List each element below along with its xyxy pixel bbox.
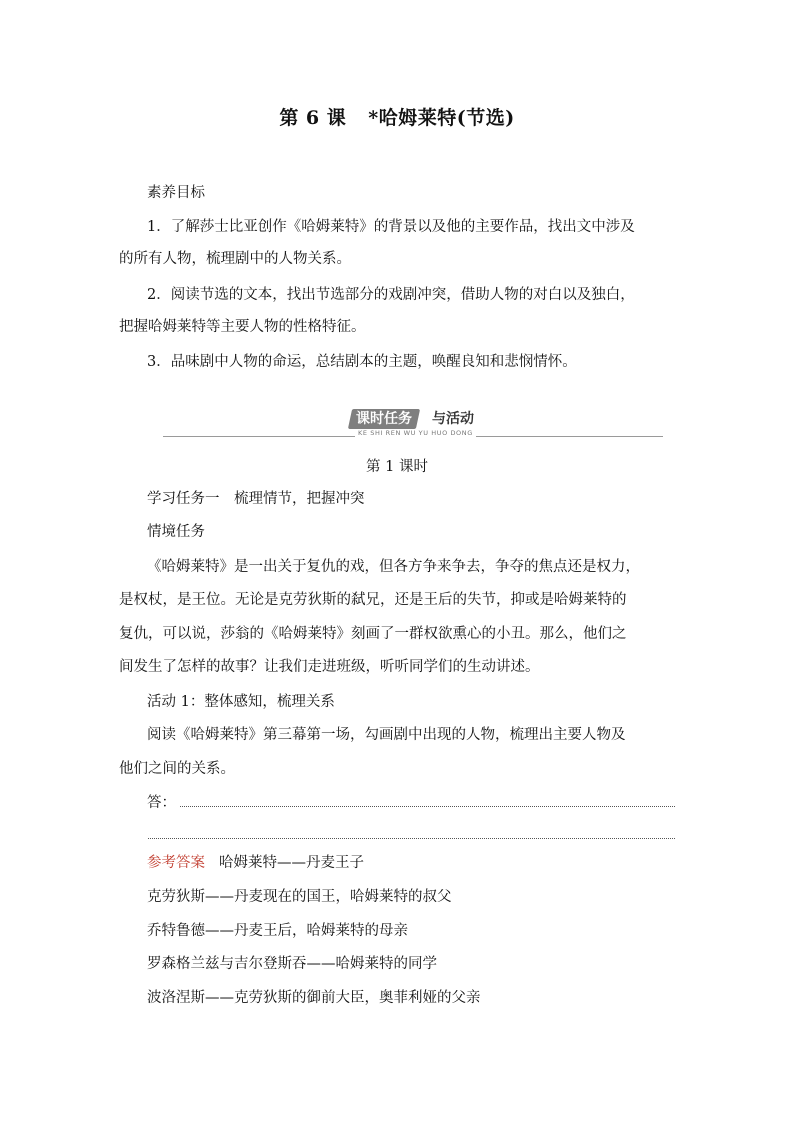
situation-para-line-2: 是权杖，是王位。无论是克劳狄斯的弑兄，还是王后的失节，抑或是哈姆莱特的 — [119, 592, 627, 608]
reference-answer-label: 参考答案 — [147, 855, 205, 871]
banner-badge: 课时任务 — [348, 409, 420, 429]
page-title — [0, 103, 794, 130]
activity-1-line-2: 他们之间的关系。 — [119, 761, 235, 777]
section-banner — [163, 406, 663, 440]
reference-answer-line-2: 克劳狄斯——丹麦现在的国王，哈姆莱特的叔父 — [147, 889, 452, 905]
answer-blank-line-1[interactable] — [180, 806, 675, 807]
situation-para-line-3: 复仇，可以说，莎翁的《哈姆莱特》刻画了一群权欲熏心的小丑。那么，他们之 — [119, 626, 627, 642]
situation-para-line-1: 《哈姆莱特》是一出关于复仇的戏，但各方争来争去，争夺的焦点还是权力， — [147, 559, 640, 575]
situation-para-line-4: 间发生了怎样的故事？让我们走进班级，听听同学们的生动讲述。 — [119, 659, 540, 675]
activity-1-line-1: 阅读《哈姆莱特》第三幕第一场，勾画剧中出现的人物，梳理出主要人物及 — [147, 727, 626, 743]
activity-1-heading: 活动 1：整体感知，梳理关系 — [147, 694, 335, 710]
situation-heading: 情境任务 — [147, 524, 205, 540]
reference-answer-line-3: 乔特鲁德——丹麦王后，哈姆莱特的母亲 — [147, 923, 408, 939]
title-main: *哈姆莱特(节选) — [368, 107, 515, 129]
reference-answer-line-1 — [147, 853, 364, 873]
task-1-heading: 学习任务一 梳理情节，把握冲突 — [147, 491, 365, 507]
goals-heading: 素养目标 — [147, 185, 205, 201]
goal-2-line-1: 2．阅读节选的文本，找出节选部分的戏剧冲突，借助人物的对白以及独白， — [147, 287, 635, 303]
title-lesson: 第 6 课 — [279, 107, 347, 129]
answer-label: 答： — [147, 795, 176, 811]
banner-suffix: 与活动 — [432, 411, 474, 427]
banner-pinyin: KE SHI REN WU YU HUO DONG — [355, 429, 476, 437]
reference-answer-first: 哈姆莱特——丹麦王子 — [219, 855, 364, 871]
goal-3-line-1: 3．品味剧中人物的命运，总结剧本的主题，唤醒良知和悲悯情怀。 — [147, 354, 577, 370]
goal-1-line-2: 的所有人物，梳理剧中的人物关系。 — [119, 251, 351, 267]
reference-answer-line-4: 罗森格兰兹与吉尔登斯吞——哈姆莱特的同学 — [147, 956, 437, 972]
answer-blank-line-2[interactable] — [148, 838, 675, 839]
reference-answer-line-5: 波洛涅斯——克劳狄斯的御前大臣，奥菲利娅的父亲 — [147, 990, 481, 1006]
period-label: 第 1 课时 — [366, 459, 428, 475]
goal-2-line-2: 把握哈姆莱特等主要人物的性格特征。 — [119, 319, 366, 335]
goal-1-line-1: 1．了解莎士比亚创作《哈姆莱特》的背景以及他的主要作品，找出文中涉及 — [147, 219, 635, 235]
